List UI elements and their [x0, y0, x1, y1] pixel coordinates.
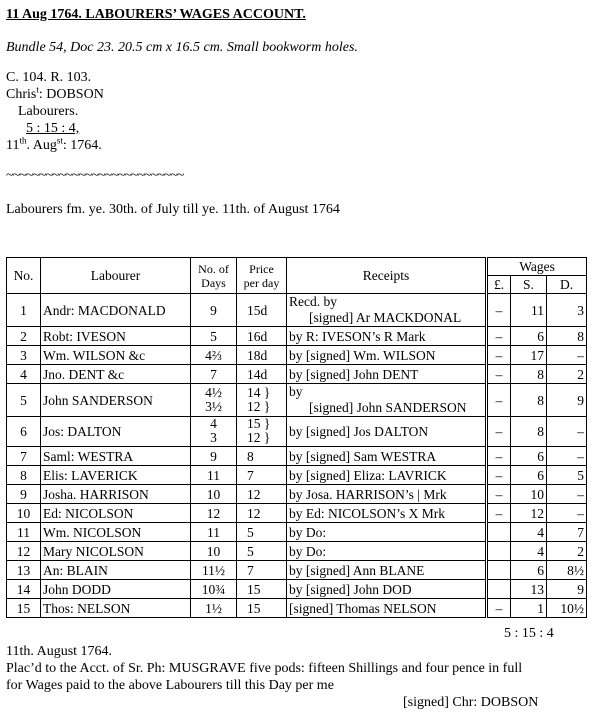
document-title: 11 Aug 1764. LABOURERS’ WAGES ACCOUNT.	[6, 7, 306, 22]
receipt-text: by Josa. HARRISON’s | Mrk	[289, 486, 447, 502]
table-body	[7, 294, 587, 618]
row-number: 2	[20, 328, 27, 344]
days-value: 1½	[205, 600, 222, 616]
row-number: 3	[20, 347, 27, 363]
payer-name: Chris$^t$: DOBSON	[6, 84, 104, 102]
document-header	[6, 6, 591, 218]
labourer-name: Mary NICOLSON	[43, 543, 144, 559]
table-row	[7, 599, 587, 618]
table-row	[7, 294, 587, 327]
wage-pence: 5	[577, 467, 585, 483]
labourer-name: Elis: LAVERICK	[43, 467, 138, 483]
receipt-text: by [signed] Ann BLANE	[289, 562, 425, 578]
price-value: 15	[247, 581, 261, 597]
labourer-name: Jno. DENT &c	[43, 366, 125, 382]
wage-pounds: –	[495, 424, 503, 439]
labourer-name: Jos: DALTON	[43, 424, 122, 439]
days-value: 11	[207, 524, 220, 540]
row-number: 6	[20, 424, 27, 439]
wage-pence: –	[577, 486, 585, 502]
receipt-text: [signed] Thomas NELSON	[289, 600, 437, 616]
price-value: 16d	[247, 328, 268, 344]
row-number: 8	[20, 467, 27, 483]
row-number: 10	[16, 505, 31, 521]
receipt-text: [signed] Ar MACKDONAL	[309, 310, 462, 325]
price-value: 12 }	[247, 430, 271, 445]
wage-shillings: 6	[537, 328, 544, 344]
days-value: 5	[210, 328, 217, 344]
price-value: 5	[247, 543, 254, 559]
row-number: 4	[20, 366, 27, 382]
wage-pence: 7	[577, 524, 585, 540]
wage-pence: 9	[577, 581, 585, 597]
wage-pounds: –	[495, 392, 503, 408]
row-number: 14	[16, 581, 31, 597]
wage-pence: –	[577, 424, 585, 439]
labourer-name: An: BLAIN	[43, 562, 108, 578]
wage-pence: 9	[577, 392, 585, 408]
row-number: 12	[16, 543, 31, 559]
wage-shillings: 4	[537, 524, 544, 540]
header-pence: D.	[547, 276, 587, 294]
wage-pence: 10½	[560, 600, 585, 616]
receipt-text: by Do:	[289, 543, 327, 559]
footer-line-2: for Wages paid to the above Labourers till this Day per me	[6, 678, 334, 693]
receipt-text: by [signed] Eliza: LAVRICK	[289, 467, 447, 483]
price-value: 12 }	[247, 398, 271, 414]
price-value: 8	[247, 448, 254, 464]
receipt-text: [signed] John SANDERSON	[309, 400, 467, 415]
receipt-text: by [signed] Wm. WILSON	[289, 347, 436, 363]
wage-shillings: 1	[537, 600, 544, 616]
receipt-text: by R: IVESON’s R Mark	[289, 328, 426, 344]
wage-shillings: 10	[530, 486, 544, 502]
grand-total: 5 : 15 : 4	[504, 626, 554, 641]
header-shillings: S.	[511, 276, 547, 294]
document-description: Bundle 54, Doc 23. 20.5 cm x 16.5 cm. Small bookworm holes.	[6, 40, 358, 55]
wage-shillings: 6	[537, 467, 544, 483]
row-number: 9	[20, 486, 27, 502]
days-value: 10¾	[201, 581, 226, 597]
row-number: 11	[17, 524, 30, 540]
document-footer	[6, 643, 591, 711]
labourer-name: Josha. HARRISON	[43, 486, 149, 502]
table-row	[7, 384, 587, 417]
wage-shillings: 13	[530, 581, 544, 597]
table-row	[7, 466, 587, 485]
row-number: 13	[16, 562, 31, 578]
header-pounds: £.	[487, 276, 511, 294]
days-value: 9	[210, 302, 217, 318]
days-value: 10	[206, 543, 221, 559]
footer-date: 11th. August 1764.	[6, 644, 113, 659]
labourer-name: Wm. NICOLSON	[43, 524, 142, 540]
header-receipts: Receipts	[287, 258, 487, 294]
wage-pence: –	[577, 448, 585, 464]
row-number: 5	[20, 392, 27, 408]
receipt-text: by Ed: NICOLSON’s X Mrk	[289, 505, 446, 521]
payer-role: Labourers.	[18, 104, 79, 119]
wage-shillings: 6	[537, 562, 544, 578]
price-value: 14d	[247, 366, 268, 382]
days-value: 12	[206, 505, 221, 521]
labourer-name: John SANDERSON	[43, 392, 153, 408]
wage-shillings: 17	[530, 347, 544, 363]
price-value: 12	[247, 486, 261, 502]
table-row	[7, 523, 587, 542]
wage-pounds: –	[495, 486, 503, 502]
wage-shillings: 8	[537, 424, 544, 439]
days-value: 3½	[205, 398, 222, 414]
receipt-text: Recd. by	[289, 294, 337, 309]
header-no: No.	[7, 258, 41, 294]
wages-table	[6, 257, 587, 618]
wage-pence: 2	[577, 366, 585, 382]
intro-line: Labourers fm. ye. 30th. of July till ye. 11th. of August 1764	[6, 202, 340, 217]
wage-pence: 3	[577, 302, 585, 318]
header-date: 11th. Aug$^{st}$: 1764.	[6, 135, 102, 153]
receipt-text: by [signed] Sam WESTRA	[289, 448, 437, 464]
table-row	[7, 580, 587, 599]
receipt-text: by [signed] John DENT	[289, 366, 419, 382]
days-value: 11½	[201, 562, 226, 578]
wage-pounds: –	[495, 505, 503, 521]
labourer-name: Andr: MACDONALD	[43, 302, 166, 318]
days-value: 4½	[205, 384, 222, 400]
tilde-divider: ~~~~~~~~~~~~~~~~~~~~~~~~~~~	[6, 168, 184, 183]
wage-pence: –	[577, 505, 585, 521]
wage-pounds: –	[495, 600, 503, 616]
price-value: 15	[247, 600, 261, 616]
table-header-row	[7, 258, 587, 276]
receipt-text: by Do:	[289, 524, 327, 540]
labourer-name: Thos: NELSON	[43, 600, 131, 616]
price-value: 18d	[247, 347, 268, 363]
wage-pounds: –	[495, 347, 503, 363]
wage-pounds: –	[495, 448, 503, 464]
wage-shillings: 11	[531, 302, 544, 318]
days-value: 7	[210, 366, 217, 382]
price-value: 12	[247, 505, 261, 521]
table-row	[7, 561, 587, 580]
table-row	[7, 365, 587, 384]
wage-shillings: 6	[537, 448, 544, 464]
wage-shillings: 8	[537, 392, 544, 408]
labourer-name: Wm. WILSON &c	[43, 347, 146, 363]
labourer-name: John DODD	[43, 581, 111, 597]
table-row	[7, 417, 587, 447]
receipt-text: by [signed] John DOD	[289, 581, 412, 597]
price-value: 7	[247, 467, 254, 483]
reference-line: C. 104. R. 103.	[6, 70, 92, 85]
wage-shillings: 8	[537, 366, 544, 382]
wage-shillings: 12	[530, 505, 544, 521]
wage-pence: –	[577, 347, 585, 363]
wage-pounds: –	[495, 366, 503, 382]
header-days: No. of Days	[191, 258, 237, 294]
days-value: 9	[210, 448, 217, 464]
labourer-name: Ed: NICOLSON	[43, 505, 134, 521]
days-value: 3	[210, 430, 217, 445]
table-row	[7, 485, 587, 504]
header-price: Price per day	[237, 258, 287, 294]
table-row	[7, 504, 587, 523]
price-value: 15d	[247, 302, 268, 318]
footer-signature: [signed] Chr: DOBSON	[403, 695, 539, 710]
table-row	[7, 447, 587, 466]
table-row	[7, 327, 587, 346]
header-sum: 5 : 15 : 4,	[26, 121, 80, 136]
row-number: 1	[20, 302, 27, 318]
days-value: 11	[207, 467, 220, 483]
labourer-name: Robt: IVESON	[43, 328, 126, 344]
footer-line-1: Plac’d to the Acct. of Sr. Ph: MUSGRAVE five pods: fifteen Shillings and four pence in full	[6, 661, 523, 676]
header-wages: Wages	[487, 258, 587, 276]
table-row	[7, 346, 587, 365]
labourer-name: Saml: WESTRA	[43, 448, 134, 464]
row-number: 7	[20, 448, 27, 464]
days-value: 10	[206, 486, 221, 502]
price-value: 14 }	[247, 384, 271, 400]
table-row	[7, 542, 587, 561]
wage-pounds: –	[495, 467, 503, 483]
price-value: 7	[247, 562, 254, 578]
header-labourer: Labourer	[41, 258, 191, 294]
wage-pence: 8	[577, 328, 585, 344]
row-number: 15	[16, 600, 31, 616]
days-value: 4⅔	[205, 347, 222, 363]
wage-pence: 2	[577, 543, 585, 559]
price-value: 5	[247, 524, 254, 540]
wage-shillings: 4	[537, 543, 544, 559]
wage-pounds: –	[495, 302, 503, 318]
wage-pence: 8½	[567, 562, 585, 578]
receipt-text: by	[289, 384, 303, 399]
receipt-text: by [signed] Jos DALTON	[289, 424, 429, 439]
days-value: 4	[210, 416, 217, 431]
wage-pounds: –	[495, 328, 503, 344]
price-value: 15 }	[247, 416, 271, 431]
